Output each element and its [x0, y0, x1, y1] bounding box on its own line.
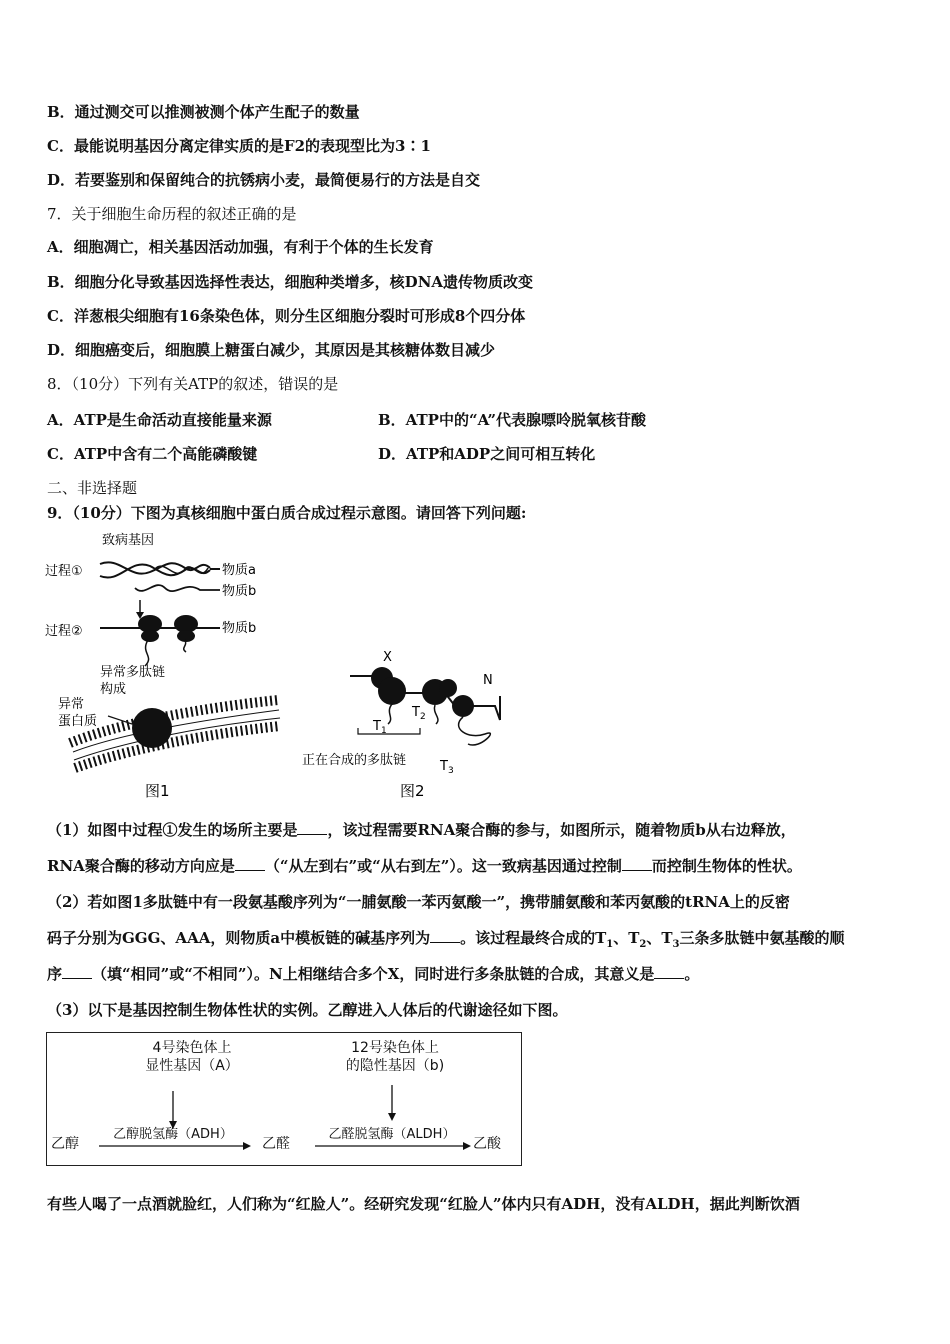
q7-option-b: B．细胞分化导致基因选择性表达，细胞种类增多，核DNA遗传物质改变 — [47, 273, 534, 291]
q7-stem: 7．关于细胞生命历程的叙述正确的是 — [47, 205, 297, 223]
q8-stem: 8．（10分）下列有关ATP的叙述，错误的是 — [47, 375, 339, 393]
fig1-compose-label: 构成 — [100, 682, 127, 697]
fig1-process2-label: 过程② — [45, 624, 83, 639]
fig1-abnormal-chain-label: 异常多肽链 — [100, 665, 166, 680]
q9-part3-stem: （3）以下是基因控制生物体性状的实例。乙醇进入人体后的代谢途径如下图。 — [47, 1001, 568, 1019]
q9-stem: 9．（10分）下图为真核细胞中蛋白质合成过程示意图。请回答下列问题: — [47, 504, 527, 522]
fig1-substance-a-label: 物质a — [222, 563, 256, 578]
gene4-label-2: 显性基因（A） — [145, 1058, 239, 1074]
q7-option-d: D．细胞癌变后，细胞膜上糖蛋白减少，其原因是其核糖体数目减少 — [47, 341, 496, 359]
q9-part1-line1: （1）如图中过程①发生的场所主要是 ，该过程需要RNA聚合酶的参与，如图所示，随着物质b从右边释放， — [47, 821, 796, 839]
q8-option-b: B．ATP中的“A”代表腺嘌呤脱氧核苷酸 — [378, 411, 647, 429]
fig2-chain-label: 正在合成的多肽链 — [302, 753, 407, 768]
acetaldehyde-label: 乙醛 — [262, 1136, 290, 1152]
q9-part2-line2: 码子分别为GGG、AAA，则物质a中模板链的碱基序列为 。该过程最终合成的$T_1$、$T_2$、$T_3$三条多肽链中氨基酸的顺 — [47, 929, 845, 950]
q9-last-line: 有些人喝了一点酒就脸红，人们称为“红脸人”。经研究发现“红脸人”体内只有ADH，没有ALDH，据此判断饮酒 — [47, 1195, 800, 1213]
gene4-label-1: 4号染色体上 — [152, 1040, 232, 1056]
q6-option-d: D．若要鉴别和保留纯合的抗锈病小麦，最简便易行的方法是自交 — [47, 171, 481, 189]
ethanol-metabolism-diagram — [46, 1032, 522, 1166]
q9-part2-line1: （2）若如图1多肽链中有一段氨基酸序列为“一脯氨酸一苯丙氨酸一”，携带脯氨酸和苯丙氨酸的tRNA上的反密 — [47, 893, 790, 911]
fig1-substance-b2-label: 物质b — [222, 621, 257, 636]
gene12-label-2: 的隐性基因（b) — [345, 1058, 445, 1074]
q9-part2-line3: 序 （填“相同”或“不相同”）。N上相继结合多个X，同时进行多条肽链的合成，其意义是 。 — [47, 965, 700, 983]
fig1-gene-label: 致病基因 — [102, 533, 155, 548]
fig2-caption: 图2 — [400, 782, 425, 800]
fig2-t3-label: $T_3$ — [440, 759, 454, 776]
q8-option-a: A．ATP是生命活动直接能量来源 — [47, 411, 272, 429]
fig2-x-label: X — [383, 650, 392, 665]
fig2-t2-label: $T_2$ — [412, 705, 426, 722]
q7-option-a: A．细胞凋亡，相关基因活动加强，有利于个体的生长发育 — [47, 238, 434, 256]
q6-option-b: B．通过测交可以推测被测个体产生配子的数量 — [47, 103, 360, 121]
gene12-label-1: 12号染色体上 — [351, 1040, 439, 1056]
ethanol-label: 乙醇 — [51, 1136, 79, 1152]
q9-part1-line2: RNA聚合酶的移动方向应是 （“从左到右”或“从右到左”）。这一致病基因通过控制 而控制生物体的性状。 — [47, 857, 802, 875]
fig1-caption: 图1 — [145, 782, 170, 800]
fig1-substance-b1-label: 物质b — [222, 584, 257, 599]
adh-label: 乙醇脱氢酶（ADH） — [113, 1127, 233, 1142]
acetic-acid-label: 乙酸 — [473, 1136, 501, 1152]
q6-option-c: C．最能说明基因分离定律实质的是F2的表现型比为3∶1 — [47, 137, 431, 155]
aldh-label: 乙醛脱氢酶（ALDH） — [328, 1127, 456, 1142]
fig2-n-label: N — [483, 673, 493, 688]
fig1-abnormal-protein-label-1: 异常 — [58, 697, 85, 712]
fig1-abnormal-protein-label-2: 蛋白质 — [58, 714, 98, 729]
fig1-process1-label: 过程① — [45, 564, 83, 579]
protein-synthesis-figure — [40, 528, 520, 808]
q8-option-d: D．ATP和ADP之间可相互转化 — [378, 445, 596, 463]
fig2-t1-label: $T_1$ — [373, 719, 387, 736]
q8-option-c: C．ATP中含有二个高能磷酸键 — [47, 445, 258, 463]
q7-option-c: C．洋葱根尖细胞有16条染色体，则分生区细胞分裂时可形成8个四分体 — [47, 307, 526, 325]
section-heading: 二、非选择题 — [47, 479, 138, 497]
